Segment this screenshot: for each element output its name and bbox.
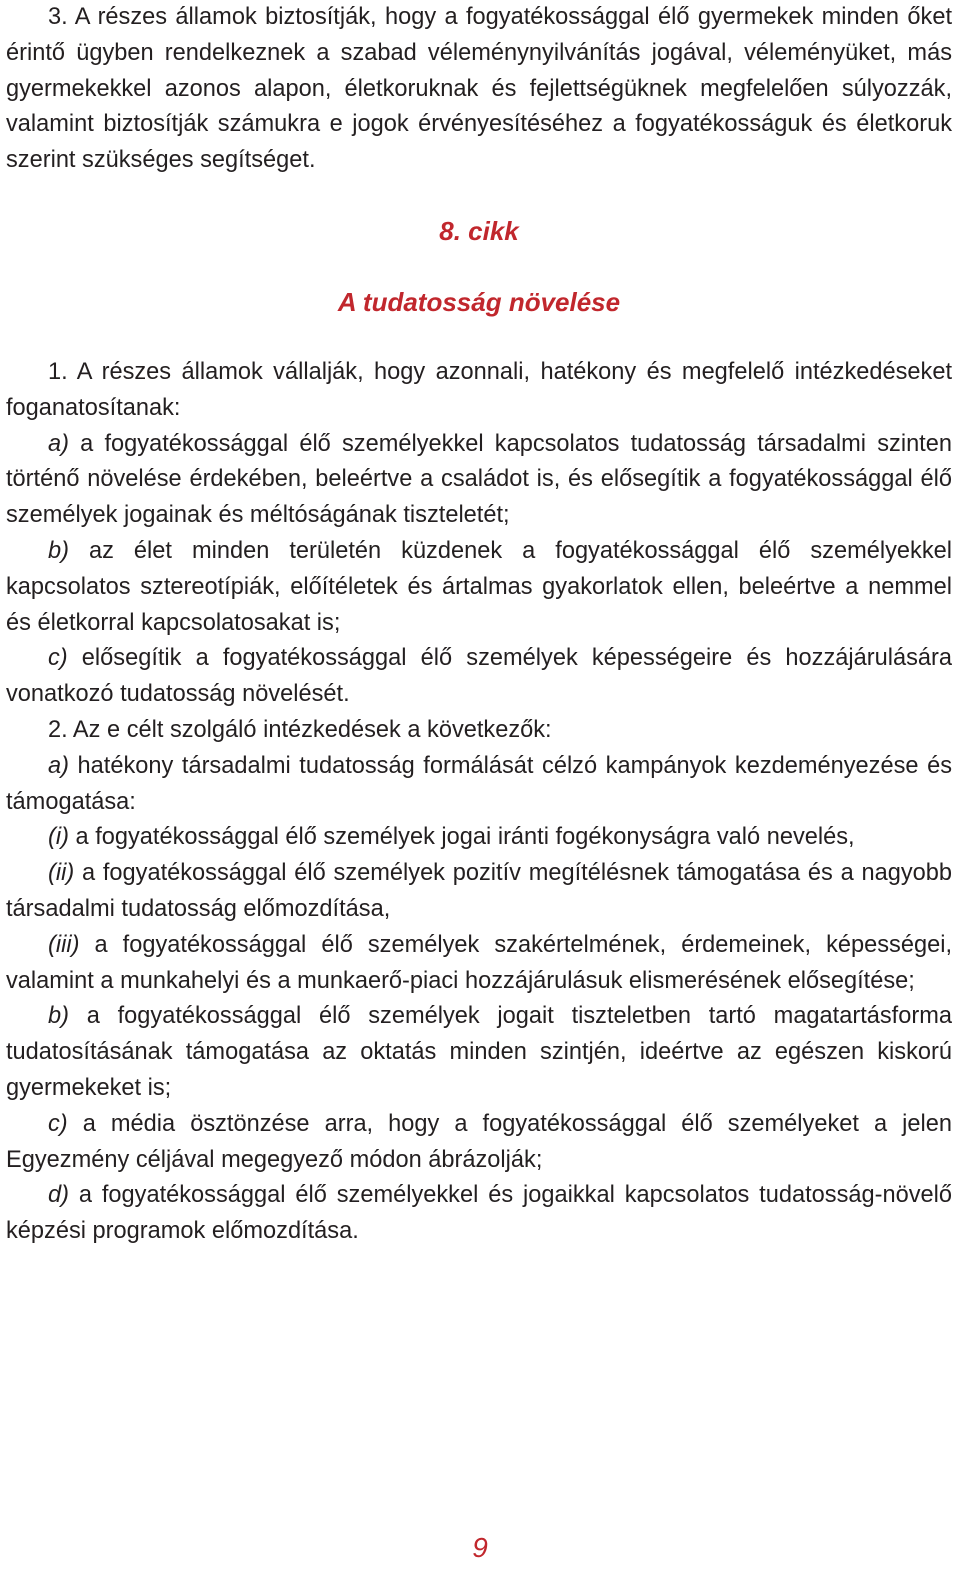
item-label: a) <box>48 752 69 779</box>
paragraph-2: 2. Az e célt szolgáló intézkedések a következők: <box>48 716 552 743</box>
paragraph-1: 1. A részes államok vállalják, hogy azonnali, hatékony és megfelelő intézkedéseket foganatosítanak: <box>6 358 952 421</box>
list-item <box>6 641 952 713</box>
item-label: (i) <box>48 824 69 851</box>
document-page <box>6 0 952 1250</box>
sub-item <box>6 928 952 1000</box>
item-label: c) <box>48 1110 68 1137</box>
item-text: a fogyatékossággal élő személyek pozitív megítélésnek támogatása és a nagyobb társadalmi tudatosság előmozdítása, <box>6 860 952 922</box>
item-label: a) <box>48 430 69 457</box>
article-title: A tudatosság növelése <box>337 286 621 317</box>
list-item <box>6 1178 952 1250</box>
page-number: 9 <box>472 1532 488 1563</box>
item-text: hatékony társadalmi tudatosság formálását célzó kampányok kezdeményezése és támogatása: <box>6 752 952 815</box>
item-label: c) <box>48 645 68 672</box>
list-item <box>6 999 952 1106</box>
list-item <box>6 427 952 534</box>
list-item <box>6 534 952 641</box>
item-label: b) <box>48 1003 69 1030</box>
item-label: d) <box>48 1182 69 1209</box>
item-label: (ii) <box>48 860 75 887</box>
sub-item <box>6 856 952 928</box>
item-label: b) <box>48 537 69 564</box>
item-text: a fogyatékossággal élő személyekkel és jogaikkal kapcsolatos tudatosság-növelő képzési programok előmozdítása. <box>6 1182 952 1245</box>
item-text: a fogyatékossággal élő személyekkel kapcsolatos tudatosság társadalmi szinten történő növelése érdekében, beleértve a családot is, és elősegítik a fogyatékossággal élő személyek jogainak és méltóságának tiszteletét; <box>6 430 952 529</box>
article-number: 8. cikk <box>439 215 519 246</box>
item-text: az élet minden területén küzdenek a fogyatékossággal élő személyekkel kapcsolatos sztereotípiák, előítéletek és ártalmas gyakorlatok ellen, beleértve a nemmel és életkorral kapcsolatosakat is; <box>6 537 952 636</box>
item-text: a fogyatékossággal élő személyek jogai iránti fogékonyságra való nevelés, <box>68 824 855 851</box>
item-label: (iii) <box>48 931 80 958</box>
intro-paragraph: 3. A részes államok biztosítják, hogy a fogyatékossággal élő gyermekek minden őket érintő ügyben rendelkeznek a szabad véleménynyilvánítás jogával, véleményüket, más gyermekekkel azonos alapon, életkoruknak és fejlettségüknek megfelelően súlyozzák, valamint biztosítják számukra e jogok érvényesítéséhez a fogyatékosságuk és életkoruk szerint szükséges segítséget. <box>6 4 952 174</box>
list-item <box>6 1107 952 1179</box>
item-text: a fogyatékossággal élő személyek jogait tiszteletben tartó magatartásforma tudatosításának támogatása az oktatás minden szintjén, ideértve az egészen kiskorú gyermekeket is; <box>6 1003 952 1101</box>
list-item <box>6 749 952 821</box>
item-text: a fogyatékossággal élő személyek szakértelmének, érdemeinek, képességei, valamint a munkahelyi és a munkaerő-piaci hozzájárulásuk elismerésének elősegítése; <box>6 931 952 994</box>
item-text: a média ösztönzése arra, hogy a fogyatékossággal élő személyeket a jelen Egyezmény céljával megegyező módon ábrázolják; <box>6 1110 952 1173</box>
sub-item <box>6 820 952 856</box>
item-text: elősegítik a fogyatékossággal élő személyek képességeire és hozzájárulására vonatkozó tudatosság növelését. <box>6 645 952 708</box>
